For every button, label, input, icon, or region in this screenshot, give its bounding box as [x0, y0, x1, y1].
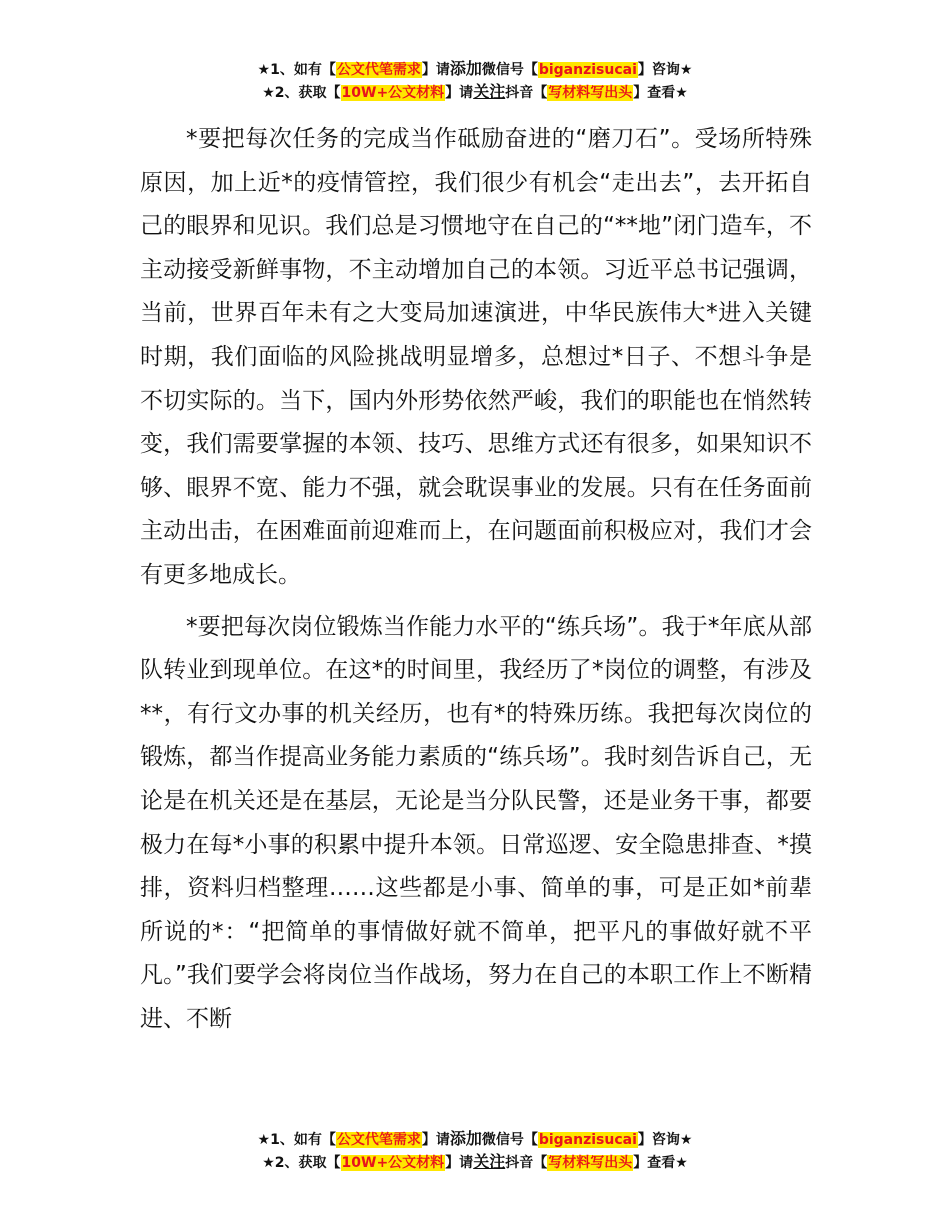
header-line-1-suffix: 】咨询★ [637, 62, 693, 78]
footer-line-1 [0, 1128, 950, 1151]
footer-douyin-account: 写材料写出头 [548, 1155, 633, 1171]
footer-follow-text: 关注 [473, 1152, 506, 1171]
footer-line-2-text: 】请 [445, 1155, 474, 1171]
footer-wechat-id: biganzisucai [538, 1132, 637, 1148]
footer-banner [0, 1128, 950, 1174]
footer-line-1-text: 】请 [421, 1132, 450, 1148]
header-wechat-id: biganzisucai [538, 62, 637, 78]
header-line-2 [0, 81, 950, 104]
header-douyin-account: 写材料写出头 [548, 85, 633, 101]
header-douyin-label: 抖音【 [505, 85, 548, 101]
footer-line-1-suffix: 】咨询★ [637, 1132, 693, 1148]
header-line-2-suffix: 】查看★ [633, 85, 688, 101]
footer-douyin-label: 抖音【 [505, 1155, 548, 1171]
footer-highlight-materials: 10W+公文材料 [341, 1155, 445, 1171]
footer-line-2-prefix: ★2、获取【 [262, 1155, 341, 1171]
paragraph-1: *要把每次任务的完成当作砥励奋进的“磨刀石”。受场所特殊原因，加上近*的疫情管控，我们很少有机会“走出去”，去开拓自己的眼界和见识。我们总是习惯地守在自己的“**地”闭门造车，不主动接受新鲜事物，不主动增加自己的本领。习近平总书记强调，当前，世界百年未有之大变局加速演进，中华民族伟大*进入关键时期，我们面临的风险挑战明显增多，总想过*日子、不想斗争是不切实际的。当下，国内外形势依然严峻，我们的职能也在悄然转变，我们需要掌握的本领、技巧、思维方式还有很多，如果知识不够、眼界不宽、能力不强，就会耽误事业的发展。只有在任务面前主动出击，在困难面前迎难而上，在问题面前积极应对，我们才会有更多地成长。 [140, 126, 812, 588]
header-wechat-label: 微信号【 [481, 62, 538, 78]
header-banner [0, 58, 950, 104]
header-line-2-prefix: ★2、获取【 [262, 85, 341, 101]
footer-line-2-suffix: 】查看★ [633, 1155, 688, 1171]
paragraph-2: *要把每次岗位锻炼当作能力水平的“练兵场”。我于*年底从部队转业到现单位。在这*的时间里，我经历了*岗位的调整，有涉及**，有行文办事的机关经历，也有*的特殊历练。我把每次岗位的锻炼，都当作提高业务能力素质的“练兵场”。我时刻告诉自己，无论是在机关还是在基层，无论是当分队民警，还是业务干事，都要极力在每*小事的积累中提升本领。日常巡逻、安全隐患排查、*摸排，资料归档整理……这些都是小事、简单的事，可是正如*前辈所说的*：“把简单的事情做好就不简单，把平凡的事做好就不平凡。”我们要学会将岗位当作战场，努力在自己的本职工作上不断精进、不断 [140, 613, 812, 1032]
header-line-1 [0, 58, 950, 81]
footer-wechat-label: 微信号【 [481, 1132, 538, 1148]
footer-highlight-ghostwriting: 公文代笔需求 [336, 1132, 421, 1148]
footer-add-text: 添加 [449, 1129, 482, 1148]
header-line-2-text: 】请 [445, 85, 474, 101]
header-highlight-ghostwriting: 公文代笔需求 [336, 62, 421, 78]
footer-line-2 [0, 1151, 950, 1174]
document-body [140, 118, 812, 1041]
header-line-1-prefix: ★1、如有【 [257, 62, 336, 78]
header-add-text: 添加 [449, 59, 482, 78]
footer-line-1-prefix: ★1、如有【 [257, 1132, 336, 1148]
header-highlight-materials: 10W+公文材料 [341, 85, 445, 101]
header-line-1-text: 】请 [421, 62, 450, 78]
header-follow-text: 关注 [473, 82, 506, 101]
